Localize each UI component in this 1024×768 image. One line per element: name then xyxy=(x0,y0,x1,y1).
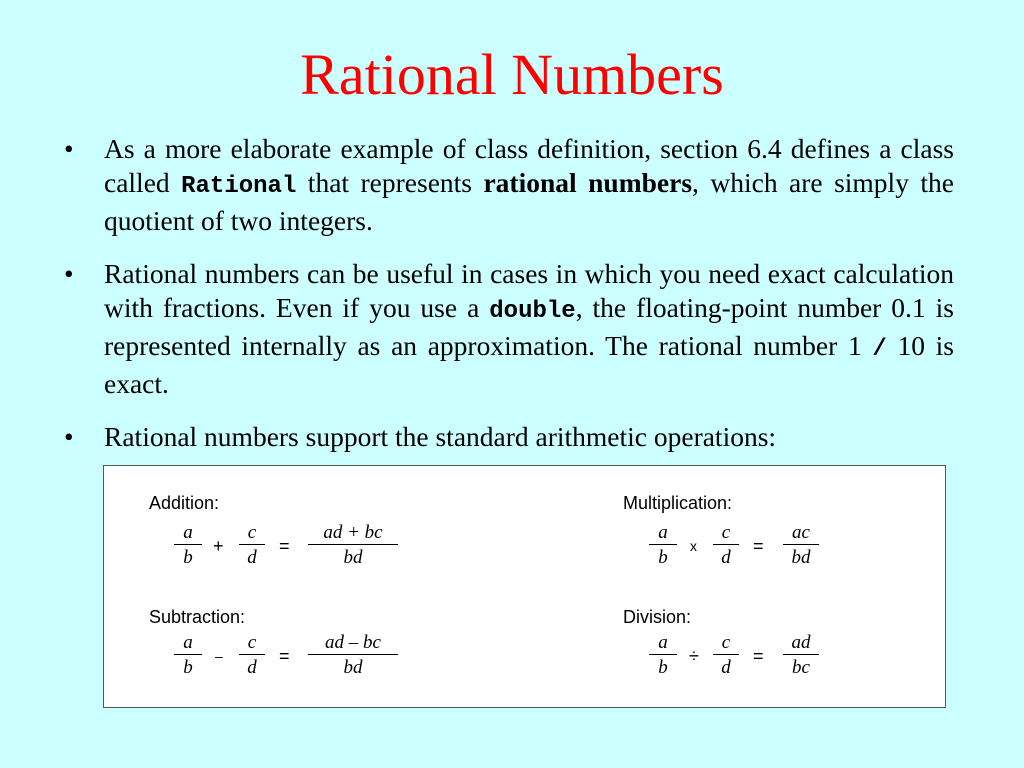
fraction-bar xyxy=(783,544,819,545)
numerator: a xyxy=(658,632,668,653)
division-label: Division: xyxy=(623,607,692,627)
denominator: bd xyxy=(791,547,811,569)
numerator: a xyxy=(183,632,193,653)
bullet-item-exact-calculation xyxy=(60,257,954,401)
numerator: a xyxy=(658,522,668,543)
bullet-marker: • xyxy=(64,133,74,164)
bullet-marker: • xyxy=(64,421,74,452)
denominator: d xyxy=(247,657,257,679)
equals-sign: = xyxy=(279,536,290,556)
fraction-c-over-d xyxy=(713,633,739,678)
numerator: c xyxy=(247,522,257,543)
denominator: b xyxy=(183,657,193,679)
fraction-bar xyxy=(713,654,739,655)
times-operator: x xyxy=(690,538,697,554)
multiplication-label: Multiplication: xyxy=(623,493,733,513)
fraction-a-over-b xyxy=(174,633,202,678)
bullet-marker: • xyxy=(64,258,74,289)
numerator: c xyxy=(721,632,731,653)
numerator: a xyxy=(183,522,193,543)
bullet-text: As a more elaborate example of class definition, section 6.4 defines a class called xyxy=(104,133,954,198)
addition-label: Addition: xyxy=(149,493,220,513)
fraction-a-over-b xyxy=(174,523,202,568)
bullet-text: , which are simply the quotient of two integers. xyxy=(104,167,955,236)
plus-operator: + xyxy=(213,536,224,556)
fraction-result xyxy=(308,633,398,678)
bullet-text: 10 is exact. xyxy=(104,330,955,399)
fraction-a-over-b xyxy=(649,523,677,568)
denominator: bc xyxy=(792,657,810,679)
denominator: d xyxy=(247,547,257,569)
fraction-bar xyxy=(239,654,265,655)
bullet-item-class-definition xyxy=(60,132,954,238)
fraction-c-over-d xyxy=(713,523,739,568)
numerator: ad – bc xyxy=(325,632,381,653)
code-double: double xyxy=(489,298,576,325)
fraction-bar xyxy=(649,654,677,655)
denominator: b xyxy=(183,547,193,569)
denominator: b xyxy=(658,547,668,569)
denominator: d xyxy=(721,547,731,569)
numerator: c xyxy=(721,522,731,543)
denominator: bd xyxy=(343,657,363,679)
minus-operator: – xyxy=(215,648,223,664)
arithmetic-operations-box xyxy=(103,465,946,708)
fraction-bar xyxy=(649,544,677,545)
fraction-result xyxy=(783,523,819,568)
denominator: b xyxy=(658,657,668,679)
bullet-text: Rational numbers can be useful in cases in which you need exact calculation with fractions. Even if you use a xyxy=(104,258,954,323)
fraction-result xyxy=(308,523,398,568)
equals-sign: = xyxy=(753,646,764,666)
bullet-text: , the floating-point number 0.1 is represented internally as an approximation. The rational number 1 xyxy=(104,292,955,361)
subtraction-label: Subtraction: xyxy=(149,607,246,627)
divide-operator: ÷ xyxy=(689,646,699,666)
equals-sign: = xyxy=(279,646,290,666)
code-rational: Rational xyxy=(181,173,297,200)
fraction-bar xyxy=(783,654,819,655)
equals-sign: = xyxy=(753,536,764,556)
bullet-text: Rational numbers support the standard arithmetic operations: xyxy=(104,421,777,452)
denominator: bd xyxy=(343,547,363,569)
fraction-bar xyxy=(239,544,265,545)
fraction-bar xyxy=(174,654,202,655)
numerator: ac xyxy=(792,522,810,543)
fraction-c-over-d xyxy=(239,633,265,678)
fraction-result xyxy=(783,633,819,678)
fraction-bar xyxy=(308,544,398,545)
numerator: ad + bc xyxy=(323,522,383,543)
bold-term: rational numbers xyxy=(483,167,693,198)
fraction-bar xyxy=(308,654,398,655)
slide-title: Rational Numbers xyxy=(300,42,724,107)
bullet-item-arithmetic xyxy=(60,420,954,454)
numerator: c xyxy=(247,632,257,653)
fraction-bar xyxy=(713,544,739,545)
bullet-list xyxy=(60,132,954,473)
fraction-a-over-b xyxy=(649,633,677,678)
numerator: ad xyxy=(791,632,811,653)
denominator: d xyxy=(721,657,731,679)
bullet-text: that represents xyxy=(296,167,484,198)
code-slash: / xyxy=(872,336,887,363)
fraction-bar xyxy=(174,544,202,545)
fraction-c-over-d xyxy=(239,523,265,568)
